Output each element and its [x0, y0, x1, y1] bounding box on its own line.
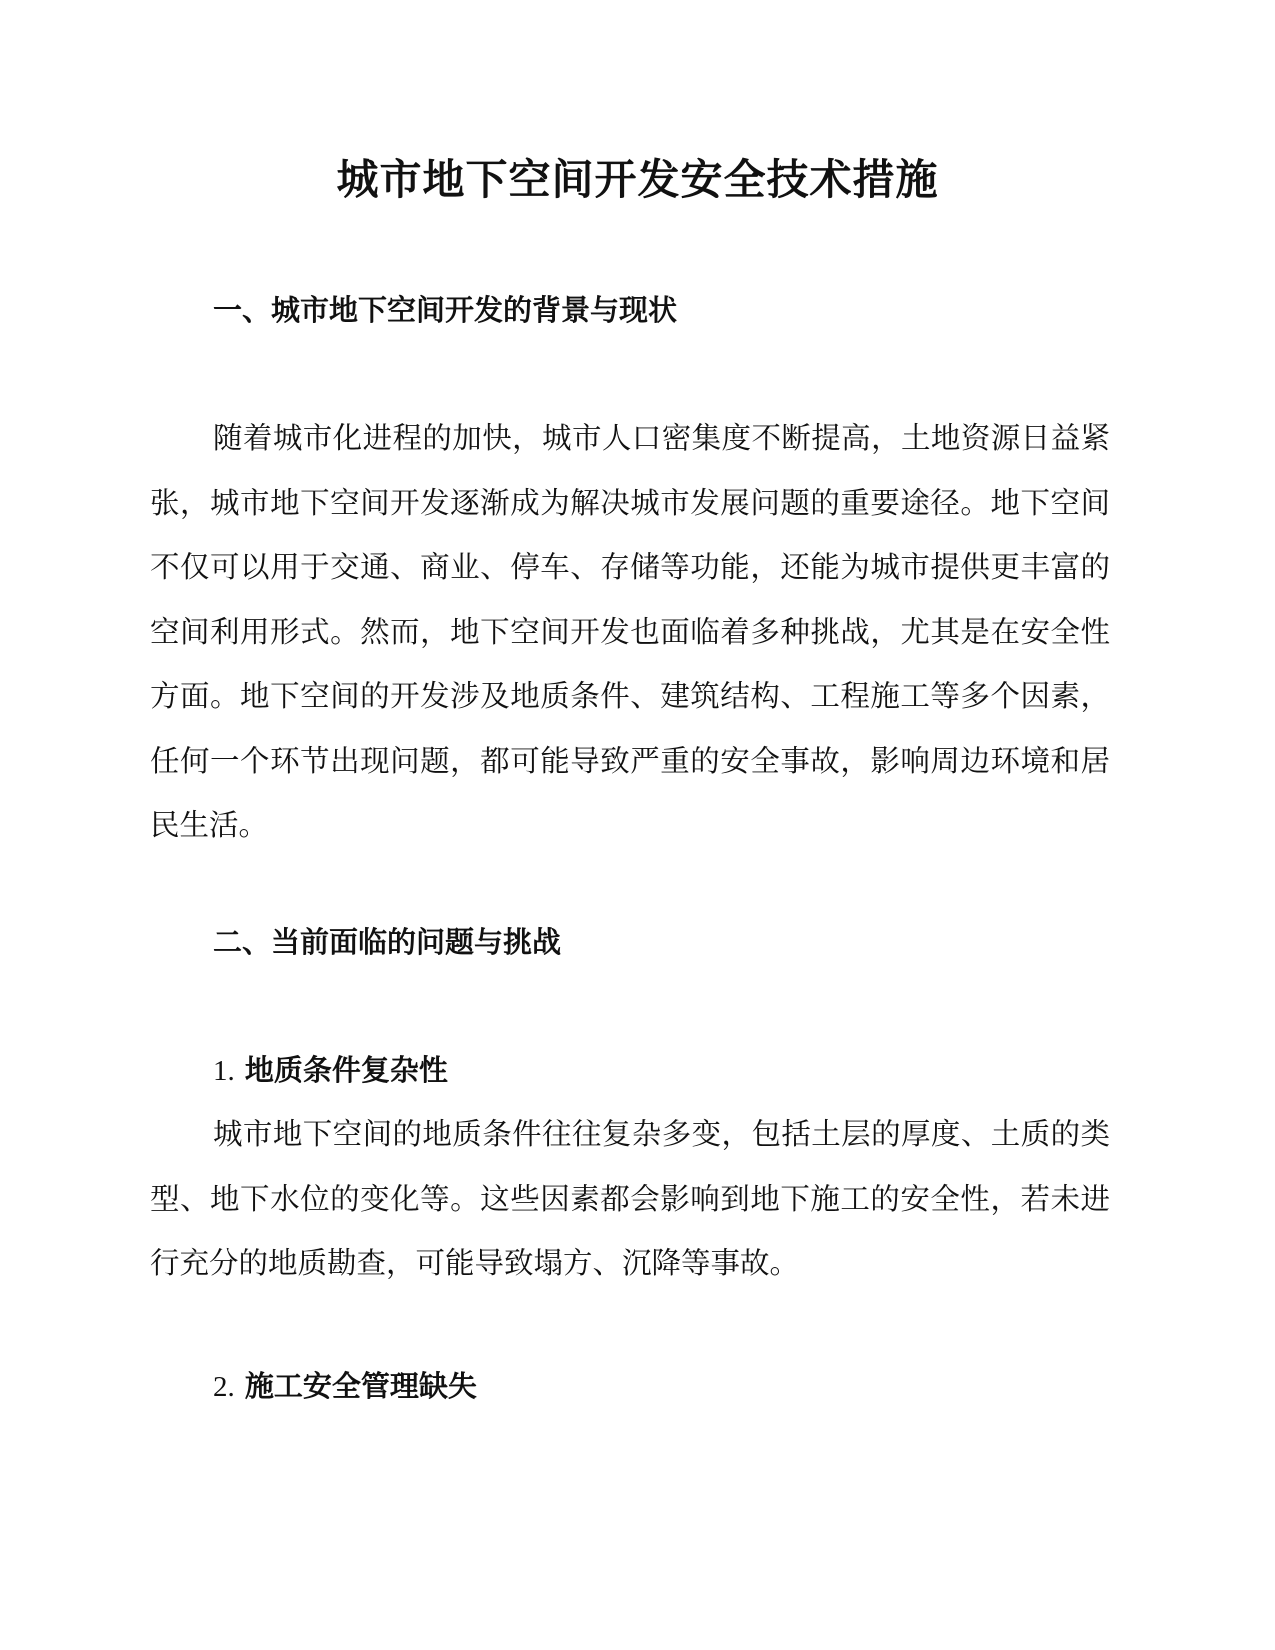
subsection-2-heading: [213, 1366, 477, 1407]
subsection-2-number: 2.: [213, 1371, 235, 1403]
document-title: 城市地下空间开发安全技术措施: [336, 155, 939, 204]
subsection-1-number: 1.: [213, 1055, 235, 1087]
section-1-paragraph: 随着城市化进程的加快，城市人口密集度不断提高，土地资源日益紧张，城市地下空间开发逐渐成为解决城市发展问题的重要途径。地下空间不仅可以用于交通、商业、停车、存储等功能，还能为城市提供更丰富的空间利用形式。然而，地下空间开发也面临着多种挑战，尤其是在安全性方面。地下空间的开发涉及地质条件、建筑结构、工程施工等多个因素，任何一个环节出现问题，都可能导致严重的安全事故，影响周边环境和居民生活。: [150, 421, 1110, 842]
section-1-heading: 一、城市地下空间开发的背景与现状: [213, 293, 678, 327]
section-2-heading: 二、当前面临的问题与挑战: [213, 925, 562, 959]
subsection-1-title: 地质条件复杂性: [244, 1053, 448, 1087]
subsection-2-title: 施工安全管理缺失: [244, 1369, 477, 1403]
subsection-1-heading: [213, 1050, 448, 1091]
subsection-1-paragraph: 城市地下空间的地质条件往往复杂多变，包括土层的厚度、土质的类型、地下水位的变化等。这些因素都会影响到地下施工的安全性，若未进行充分的地质勘查，可能导致塌方、沉降等事故。: [150, 1117, 1110, 1280]
